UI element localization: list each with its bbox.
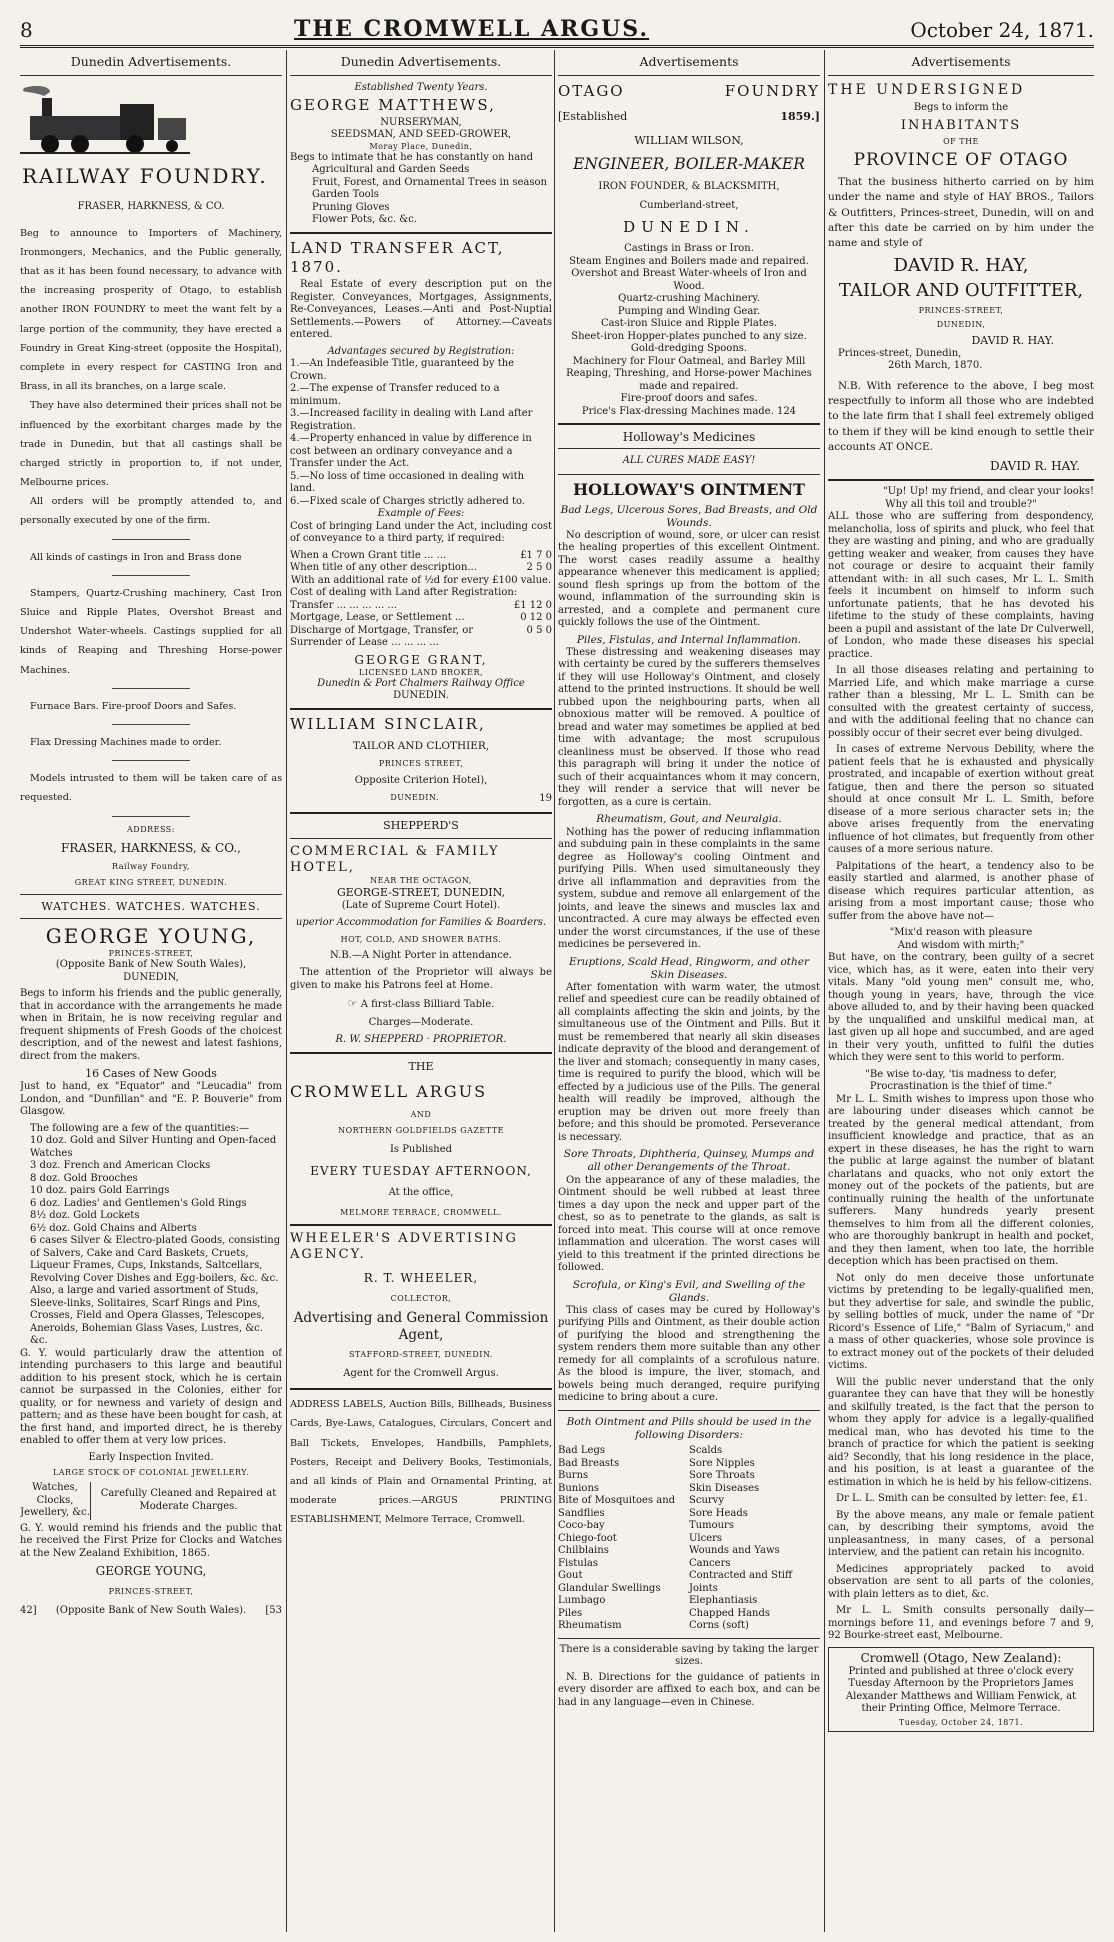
broker-office: Dunedin & Port Chalmers Railway Office <box>317 677 525 689</box>
railway-paragraph: They have also determined their prices shall not be influenced by the exorbitant charges made by the trade in Dunedin, but that all castings shall be charged strictly in proportion to, if not under, Melbourne prices. <box>20 400 282 489</box>
fee-amount: £1 12 0 <box>513 599 552 611</box>
shepperd-hotel: COMMERCIAL & FAMILY HOTEL, <box>290 843 500 875</box>
otago-foundry-title <box>558 82 820 101</box>
smith-quote: "Mix'd reason with pleasure <box>889 927 1033 939</box>
reg-intro: Cost of dealing with Land after Registration: <box>290 587 518 599</box>
following-line: The following are a few of the quantities:— <box>30 1122 250 1134</box>
railway-foundry-ad <box>20 82 282 888</box>
hay-paragraph: That the business hitherto carried on by him under the name and style of HAY BROS., Tailors & Outfitters, Princes-street, Dunedin, will on and after this date be carried on by him under the name and style of <box>828 176 1094 249</box>
jewellery-line: LARGE STOCK OF COLONIAL JEWELLERY. <box>52 1468 250 1477</box>
masthead <box>20 6 1094 48</box>
address-street: GREAT KING STREET, DUNEDIN. <box>74 877 228 887</box>
argus-at: At the office, <box>388 1187 454 1198</box>
smith-paragraph: In cases of extreme Nervous Debility, where the patient feels that he is exhausted and physically prostrated, and incapable of exertion without great fatigue, then and there the person so situated should at once consult Mr L. L. Smith, before disease of a more serious character sets in; the above arises frequently from the enervating influence of hot climates, but frequently from other causes of a more serious nature. <box>828 744 1094 856</box>
otago-established <box>558 110 820 124</box>
list-item: 3 doz. French and American Clocks <box>30 1160 211 1171</box>
sinclair-city: DUNEDIN. <box>390 793 439 803</box>
shepperd-near: NEAR THE OCTAGON, <box>370 876 472 885</box>
fee-note: With an additional rate of ½d for every £100 value. <box>290 574 552 586</box>
list-item: Scalds <box>689 1445 723 1456</box>
column-4 <box>828 50 1094 1932</box>
list-item: Pumping and Winding Gear. <box>617 305 761 317</box>
george-young-ad <box>20 900 282 1618</box>
list-item: Gold-dredging Spoons. <box>630 343 748 354</box>
railway-firm: FRASER, HARKNESS, & CO. <box>77 201 225 213</box>
wilson-city: DUNEDIN. <box>623 218 755 237</box>
railway-paragraph: Stampers, Quartz-Crushing machinery, Cast Iron Sluice and Ripple Plates, Overshot Breast and Undershot Water-wheels. Castings supplied for all kinds of Reaping and Threshing Horse-power Machines. <box>20 587 282 676</box>
list-item: Ulcers <box>689 1532 723 1544</box>
argus-address: MELMORE TERRACE, CROMWELL. <box>340 1207 502 1217</box>
hay-nb: N.B. With reference to the above, I beg most respectfully to inform all those who are indebted to the late firm that I shall feel extremely obliged to them if they will be kind enough to settle their accounts AT ONCE. <box>828 379 1094 453</box>
fee-label: Discharge of Mortgage, Transfer, or Surrender of Lease ... ... ... ... <box>290 624 474 649</box>
holloway-paragraph: On the appearance of any of these maladies, the Ointment should be well rubbed at least three times a day upon the neck and upper part of the chest, so as to penetrate to the glands, as salt is forced into meat. This course will at once remove inflammation and ulceration. The worst cases will yield to this treatment if the printed directions be followed. <box>558 1174 820 1273</box>
repair-note: Carefully Cleaned and Repaired at Moderate Charges. <box>100 1488 277 1512</box>
list-item: Wounds and Yaws <box>689 1545 780 1556</box>
wilson-street: Cumberland-street, <box>639 199 739 211</box>
land-paragraph: Real Estate of every description put on the Register. Conveyances, Mortgages, Assignments, Re-Conveyances, Leases.—Anti and Post-Nuptial Settlements.—Powers of Attorney.—Caveats entered. <box>290 279 552 341</box>
matthews-intro: Begs to intimate that he has constantly on hand <box>290 151 534 163</box>
list-item: 6½ doz. Gold Chains and Alberts <box>30 1222 197 1234</box>
wheeler-for: Agent for the Cromwell Argus. <box>343 1367 499 1379</box>
foundry-word: FOUNDRY <box>724 81 820 100</box>
hay-signature: DAVID R. HAY. <box>989 459 1080 474</box>
locomotive-icon <box>20 86 190 156</box>
wheeler-agent: Advertising and General Commission Agent, <box>293 1310 549 1343</box>
labels-text: ADDRESS LABELS, Auction Bills, Billheads, Business Cards, Bye-Laws, Catalogues, Circulars, Concert and Ball Tickets, Envelopes, Handbills, Pamphlets, Posters, Receipt and Delivery Books, Testimonials, and all kinds of Plain and Ornamental Printing, at moderate prices.—ARGUS PRINTING ESTABLISHMENT, Melmore Terrace, Cromwell. <box>290 1399 552 1526</box>
cases-line: 16 Cases of New Goods <box>85 1067 217 1081</box>
holloway-paragraph: After fomentation with warm water, the utmost relief and speediest cure can be readily obtained of all complaints affecting the skin and joints, by the simultaneous use of the Ointment and Pills. But it must be remembered that nearly all skin diseases indicate depravity of the blood and derangement of the liver and stomach; consequently in many cases, time is required to purify the blood, which will be effected by a judicious use of the Pills. The general health will readily be improved, although the eruption may be driven out more freely than before; and this should be promoted. Perseverance is necessary. <box>558 981 820 1143</box>
fee-row <box>290 550 552 563</box>
list-item: Coco-bay <box>558 1520 605 1531</box>
fee-row <box>290 562 552 575</box>
list-item: Bad Legs <box>558 1445 605 1456</box>
list-item: Cast-iron Sluice and Ripple Plates. <box>600 318 778 329</box>
george-young-footer <box>20 1605 282 1618</box>
holloway-paragraph: Nothing has the power of reducing inflammation and subduing pain in these complaints in the same degree as Holloway's cooling Ointment and purifying Pills. When used simultaneously they drive all inflammation and depravities from the system, subdue and remove all enlargement of the joints, and leave the sinews and muscles lax and uncontracted. A cure may always be effected even under the worst circumstances, if the use of these medicines be persevered in. <box>558 826 820 950</box>
list-item: 3.—Increased facility in dealing with Land after Registration. <box>290 408 533 432</box>
wilson-name: WILLIAM WILSON, <box>634 134 744 148</box>
disorders-right <box>689 1445 820 1633</box>
list-item: 2.—The expense of Transfer reduced to a minimum. <box>290 383 500 407</box>
smith-quote: "Up! Up! my friend, and clear your looks! <box>883 486 1094 498</box>
fee-label: When title of any other description... <box>290 562 477 574</box>
wilson-sub: IRON FOUNDER, & BLACKSMITH, <box>598 181 780 193</box>
matthews-trade: SEEDSMAN, AND SEED-GROWER, <box>330 129 512 141</box>
holloway-nb: N. B. Directions for the guidance of patients in every disorder are affixed to each box, and can be had in any language—even in Chinese. <box>558 1671 820 1708</box>
matthews-established: Established Twenty Years. <box>354 81 488 93</box>
holloway-heading: Sore Throats, Diphtheria, Quinsey, Mumps and all other Derangements of the Throat. <box>563 1148 815 1174</box>
wheeler-role: COLLECTOR, <box>390 1294 452 1303</box>
matthews-list <box>290 164 552 227</box>
argus-the: THE <box>408 1059 434 1073</box>
sinclair-ad <box>290 715 552 806</box>
argus-ad <box>290 1060 552 1218</box>
holloway-paragraph: These distressing and weakening diseases may with certainty be cured by the sufferers themselves if they will use Holloway's Ointment, and closely attend to the printed instructions. It should be well rubbed upon the neighbouring parts, when all obnoxious matter will be removed. A poultice of bread and water may sometimes be applied at bed time with advantage; the most scrupulous cleanliness must be observed. If those who read this paragraph will bring it under the notice of such of their acquaintances whom it may concern, they will render a service that will never be forgotten, as a cure is certain. <box>558 646 820 808</box>
column-heading: Advertisements <box>828 50 1094 76</box>
holloway-ad <box>558 430 820 1709</box>
smith-quote: And wisdom with mirth;" <box>897 939 1025 951</box>
broker-city: DUNEDIN. <box>393 690 449 702</box>
paper-title: THE CROMWELL ARGUS. <box>294 16 650 42</box>
railway-paragraph: All kinds of castings in Iron and Brass done <box>30 551 242 563</box>
list-item: Steam Engines and Boilers made and repaired. <box>569 255 809 267</box>
hay-inhabitants: INHABITANTS <box>900 117 1022 133</box>
list-item: 5.—No loss of time occasioned in dealing with land. <box>290 470 525 495</box>
land-fees: Example of Fees: <box>377 508 465 520</box>
george-young-street: PRINCES-STREET, <box>108 949 194 959</box>
sinclair-trade: TAILOR AND CLOTHIER, <box>352 739 490 752</box>
railway-paragraph: Beg to announce to Importers of Machinery, Ironmongers, Mechanics, and the Public generally, that as it has been found necessary, to advance with the increasing prosperity of Otago, to establish another IRON FOUNDRY to meet the want felt by a large portion of the community, they have erected a Foundry in Great King-street (opposite the Hospital), complete in every respect for CASTING Iron and Brass, in all its branches, on a large scale. <box>20 227 282 393</box>
hay-name: DAVID R. HAY, <box>893 255 1029 277</box>
page-number: 8 <box>20 18 33 42</box>
fee-amount: 2 5 0 <box>526 562 552 574</box>
land-fees-intro: Cost of bringing Land under the Act, including cost of conveyance to a third party, if required: <box>290 520 552 545</box>
hay-of-the: OF THE <box>943 136 979 146</box>
list-item: Sore Heads <box>689 1507 748 1519</box>
broker-title: LICENSED LAND BROKER, <box>358 667 484 677</box>
argus-published: Is Published <box>389 1143 453 1155</box>
list-item: 8 doz. Gold Brooches <box>30 1172 138 1184</box>
railway-paragraph: Flax Dressing Machines made to order. <box>30 736 222 748</box>
list-item: Overshot and Breast Water-wheels of Iron and Wood. <box>571 268 807 292</box>
fee-row <box>290 600 552 613</box>
list-item: Price's Flax-dressing Machines made. 124 <box>581 405 797 417</box>
list-item: Elephantiasis <box>689 1595 758 1606</box>
list-item: 10 doz. pairs Gold Earrings <box>30 1185 170 1196</box>
smith-ad <box>828 486 1094 1643</box>
footer-address: (Opposite Bank of New South Wales). <box>55 1605 247 1616</box>
holloway-heading: Bad Legs, Ulcerous Sores, Bad Breasts, and Old Wounds. <box>560 503 818 529</box>
list-item: Fruit, Forest, and Ornamental Trees in season <box>312 176 547 188</box>
imprint-title: Cromwell (Otago, New Zealand): <box>860 1650 1062 1665</box>
matthews-address: Moray Place, Dunedin, <box>369 141 473 151</box>
sinclair-name: WILLIAM SINCLAIR, <box>290 714 486 733</box>
sinclair-street: PRINCES STREET, <box>378 758 464 768</box>
list-item: 6 cases Silver & Electro-plated Goods, consisting of Salvers, Cake and Card Baskets, Cruets, Liqueur Frames, Cups, Inkstands, Saltcellars, Revolving Cover Dishes and Egg-boilers, &c. &c. <box>30 1235 281 1284</box>
column-3 <box>558 50 820 1932</box>
hay-date: 26th March, 1870. <box>888 360 983 372</box>
holloway-heading: Rheumatism, Gout, and Neuralgia. <box>596 813 782 826</box>
matthews-trade: NURSERYMAN, <box>380 116 462 128</box>
list-item: 10 doz. Gold and Silver Hunting and Open-faced Watches <box>30 1135 277 1159</box>
list-item: 6 doz. Ladies' and Gentlemen's Gold Rings <box>30 1197 247 1209</box>
george-young-paragraph: G. Y. would remind his friends and the public that he received the First Prize for Clocks and Watches at the New Zealand Exhibition, 1865. <box>20 1522 282 1559</box>
holloway-heading: Piles, Fistulas, and Internal Inflammation. <box>576 633 802 646</box>
list-item: Chiego-foot <box>558 1532 617 1544</box>
wilson-list <box>558 243 820 418</box>
list-item: Burns <box>558 1470 589 1481</box>
column-rule <box>554 50 555 1932</box>
list-item: Chapped Hands <box>689 1607 771 1619</box>
list-item: Bunions <box>558 1482 600 1494</box>
shepperd-ad <box>290 819 552 1047</box>
list-item: Gout <box>558 1570 583 1581</box>
shepperd-signature: R. W. SHEPPERD · PROPRIETOR. <box>335 1034 507 1046</box>
george-young-opposite: (Opposite Bank of New South Wales), <box>55 959 247 971</box>
railway-paragraph: Models intrusted to them will be taken care of as requested. <box>20 773 282 804</box>
list-item: 6.—Fixed scale of Charges strictly adhered to. <box>290 495 525 507</box>
shepperd-title: SHEPPERD'S <box>383 818 459 832</box>
george-young-signature: GEORGE YOUNG, <box>95 1564 207 1578</box>
matthews-ad <box>290 82 552 227</box>
labels-ad <box>290 1395 552 1529</box>
wheeler-street: STAFFORD-STREET, DUNEDIN. <box>349 1349 493 1359</box>
sinclair-number: 19 <box>539 793 552 805</box>
list-item: Cancers <box>689 1557 731 1569</box>
list-item: Fire-proof doors and safes. <box>620 393 758 404</box>
smith-paragraph: Mr L. L. Smith wishes to impress upon those who are labouring under diseases which cannot be treated by the general medical attendant, from insufficient knowledge and practice, that as an expert in these diseases, he has the right to warn the public at large against the number of blatant charlatans and quacks, who not only extort the money out of the pockets of the patients, but are continually ruining the health of the unfortunate sufferers. Many hundreds yearly present themselves to him from all the different colonies, who are thoroughly bankrupt in health and pocket, and they then lament, when too late, the horrible deception which has been practised on them. <box>828 1093 1094 1268</box>
fee-amount: £1 7 0 <box>520 549 552 561</box>
fee-amount: 0 12 0 <box>520 612 552 624</box>
holloway-paragraph: This class of cases may be cured by Holloway's purifying Pills and Ointment, as their double action of purifying the blood and strengthening the system renders them more suitable than any other remedy for all complaints of a scrofulous nature. As the blood is impure, the liver, stomach, and bowels being much deranged, require purifying medicine to bring about a cure. <box>558 1304 820 1404</box>
smith-quote: Why all this toil and trouble?" <box>885 498 1037 510</box>
smith-paragraph: Will the public never understand that the only guarantee they can have that they will be honestly and skilfully treated, is the fact that the person to whom they apply for advice is a legally-qualified medical man, who has devoted his time to the branch of practice for which the patient is seeking aid? Secondly, that his long residence in the place, and his position, is at least a guarantee of the estimation in which he is held by his fellow-citizens. <box>828 1376 1094 1488</box>
smith-paragraph: Dr L. L. Smith can be consulted by letter: fee, £1. <box>836 1493 1088 1505</box>
column-heading: Dunedin Advertisements. <box>290 50 552 76</box>
watches-banner: WATCHES. WATCHES. WATCHES. <box>41 899 261 913</box>
railway-paragraph: All orders will be promptly attended to, and personally executed by one of the firm. <box>20 496 282 527</box>
column-heading: Advertisements <box>558 50 820 76</box>
wheeler-name: R. T. WHEELER, <box>363 1271 479 1285</box>
issue-date: October 24, 1871. <box>910 18 1094 42</box>
list-item: Bad Breasts <box>558 1457 620 1469</box>
wheeler-title: WHEELER'S ADVERTISING AGENCY. <box>290 1230 518 1262</box>
argus-and: AND <box>410 1109 432 1119</box>
shepperd-street: GEORGE-STREET, DUNEDIN, <box>336 886 506 899</box>
wilson-trade: ENGINEER, BOILER-MAKER <box>573 154 805 173</box>
early-inspection: Early Inspection Invited. <box>88 1451 214 1463</box>
repair-line <box>20 1482 282 1520</box>
smith-paragraph: ALL those who are suffering from despondency, melancholia, loss of spirits and pluck, who feel that they are wasting and pining, and who are gradually getting weaker and weaker, from causes they have not courage or desire to acquaint their family attendant with: in all such cases, Mr L. L. Smith feels it incumbent on himself to inform such unfortunate patients, that he has devoted his lifetime to the study of these complaints, having been a pupil and assistant of the late Dr Culverwell, of London, who made these diseases his special practice. <box>828 511 1094 660</box>
fee-label: Transfer ... ... ... ... ... <box>290 599 397 611</box>
list-item: Garden Tools <box>312 189 379 201</box>
land-transfer-ad <box>290 239 552 703</box>
pointing-hand-icon: ☞ <box>347 997 358 1011</box>
fee-label: When a Crown Grant title ... ... <box>290 549 447 561</box>
smith-paragraph: But have, on the contrary, been guilty of a secret vice, which has, as it were, eaten into their very vitals. Many "old young men" consult me, who, though young in years, have, through the vice above alluded to, and by their having been quacked by the unqualified and unskilful medical man, at last given up all hope and succumbed, and are aged in their very youth, unfitted to fulfil the duties which they were sent to this world to perform. <box>828 952 1094 1064</box>
list-item: Quartz-crushing Machinery. <box>618 293 760 304</box>
george-young-paragraph: Begs to inform his friends and the public generally, that in accordance with the arrangements he made when in Britain, he is now receiving regular and frequent shipments of Fresh Goods of the choicest description, and of the newest and latest fashions, direct from the makers. <box>20 988 282 1062</box>
argus-name: CROMWELL ARGUS <box>290 1081 488 1101</box>
holloway-box: Holloway's Medicines <box>558 430 820 449</box>
otago-foundry-ad <box>558 82 820 418</box>
hay-trade: TAILOR AND OUTFITTER, <box>838 279 1084 301</box>
holloway-heading: Eruptions, Scald Head, Ringworm, and other Skin Diseases. <box>569 955 809 981</box>
shepperd-charges: Charges—Moderate. <box>368 1016 474 1028</box>
list-item: Sore Nipples <box>689 1457 755 1469</box>
footer-number: 42] <box>20 1605 37 1616</box>
george-young-sign-street: PRINCES-STREET, <box>108 1587 194 1596</box>
hay-date-place: Princes-street, Dunedin, <box>838 347 962 359</box>
list-item: Chilblains <box>558 1545 609 1556</box>
list-item: Tumours <box>689 1520 734 1531</box>
address-label: ADDRESS: <box>127 824 175 834</box>
list-item: 1.—An Indefeasible Title, guaranteed by the Crown. <box>290 358 515 382</box>
list-item: 8½ doz. Gold Lockets <box>30 1210 140 1221</box>
shepperd-baths: HOT, COLD, AND SHOWER BATHS. <box>340 934 502 944</box>
list-item: Rheumatism <box>558 1620 622 1631</box>
list-item: Corns (soft) <box>689 1620 749 1631</box>
column-1 <box>20 50 282 1932</box>
imprint-box <box>828 1647 1094 1732</box>
smith-paragraph: Medicines appropriately packed to avoid observation are sent to all parts of the colonies, with plain letters as to diet, &c. <box>828 1563 1094 1600</box>
railway-title: RAILWAY FOUNDRY. <box>22 164 268 189</box>
hay-undersigned: THE UNDERSIGNED <box>828 81 1026 98</box>
list-item: Machinery for Flour Oatmeal, and Barley Mill Reaping, Threshing, and Horse-power Machines made and repaired. <box>566 355 812 392</box>
fee-amount: 0 5 0 <box>526 624 552 636</box>
land-advantages: Advantages secured by Registration: <box>327 345 515 357</box>
smith-paragraph: Palpitations of the heart, a tendency also to be easily startled and alarmed, is another phase of disease which requires particular attention, as arising from a most important cause; those who suffer from the above have not— <box>828 860 1094 922</box>
matthews-name: GEORGE MATTHEWS, <box>290 96 496 115</box>
imprint-date: Tuesday, October 24, 1871. <box>898 1717 1024 1727</box>
smith-quote: Procrastination is the thief of time." <box>869 1081 1053 1093</box>
holloway-title: HOLLOWAY'S OINTMENT <box>573 479 805 499</box>
list-item: 4.—Property enhanced in value by difference in cost between an ordinary conveyance and a Transfer under the Act. <box>290 433 532 470</box>
land-title: LAND TRANSFER ACT, 1870. <box>290 238 505 276</box>
land-list <box>290 358 552 508</box>
george-young-city: DUNEDIN, <box>123 971 179 983</box>
column-2 <box>290 50 552 1932</box>
argus-when: EVERY TUESDAY AFTERNOON, <box>310 1164 532 1178</box>
repair-items: Watches, Clocks, Jewellery, &c. <box>20 1482 90 1518</box>
list-item: Scurvy <box>689 1495 724 1506</box>
broker-name: GEORGE GRANT, <box>354 652 488 667</box>
footer-number: [53 <box>265 1605 282 1616</box>
argus-gazette: NORTHERN GOLDFIELDS GAZETTE <box>338 1125 504 1135</box>
list-item: Sheet-iron Hopper-plates punched to any size. <box>571 330 807 342</box>
fee-label: Mortgage, Lease, or Settlement ... <box>290 612 465 624</box>
holloway-both: Both Ointment and Pills should be used in the following Disorders: <box>566 1415 812 1441</box>
railway-paragraph: Furnace Bars. Fire-proof Doors and Safes. <box>30 700 237 712</box>
otago-word: OTAGO <box>558 81 625 100</box>
list-item: Castings in Brass or Iron. <box>624 243 754 254</box>
list-item: Flower Pots, &c. &c. <box>312 214 417 226</box>
list-item: Sore Throats <box>689 1470 755 1481</box>
list-item: Also, a large and varied assortment of Studs, Sleeve-links, Solitaires, Scarf Rings and Pins, Crosses, Field and Opera Glasses, Telescopes, Aneroids, Bohemian Glass Vases, Lustres, &c. &c. <box>30 1285 265 1346</box>
list-item: Lumbago <box>558 1595 606 1606</box>
shepperd-superior: uperior Accommodation for Families & Boarders. <box>295 917 547 929</box>
shepperd-attention: The attention of the Proprietor will always be given to make his Patrons feel at Home. <box>290 967 552 991</box>
holloway-paragraph: No description of wound, sore, or ulcer can resist the healing properties of this excellent Ointment. The worst cases readily assume a healthy appearance whenever this medicament is applied; sound flesh springs up from the bottom of the wound, inflammation of the surrounding skin is arrested, and a complete and permanent cure quickly follows the use of the Ointment. <box>558 529 820 629</box>
disorders-table <box>558 1445 820 1633</box>
watches-list <box>20 1135 282 1348</box>
established-year: 1859.] <box>780 110 820 124</box>
shepperd-late: (Late of Supreme Court Hotel). <box>341 899 501 911</box>
list-item: Skin Diseases <box>689 1482 760 1494</box>
hay-ad <box>828 82 1094 474</box>
disorders-left <box>558 1445 689 1633</box>
holloway-heading: Scrofula, or King's Evil, and Swelling of the Glands. <box>572 1278 806 1304</box>
smith-paragraph: Not only do men deceive those unfortunate victims by pretending to be legally-qualified men, but they advertise for sale, and swindle the public, by selling bottles of muck, under the name of "Dr Ricord's Essence of Life," "Balm of Syriacum," and a mass of other quackeries, whose sole province is to extract money out of the pockets of their deluded victims. <box>828 1272 1094 1372</box>
list-item: Piles <box>558 1607 583 1619</box>
hay-begs: Begs to inform the <box>913 102 1009 114</box>
george-young-name: GEORGE YOUNG, <box>45 924 257 949</box>
shepperd-night: N.B.—A Night Porter in attendance. <box>330 949 512 961</box>
holloway-saving: There is a considerable saving by taking the larger sizes. <box>559 1643 819 1667</box>
column-rule <box>286 50 287 1932</box>
hay-signature: DAVID R. HAY. <box>971 334 1054 348</box>
list-item: Bite of Mosquitoes and Sandflies <box>558 1495 676 1519</box>
established-word: [Established <box>558 110 628 124</box>
fee-row <box>290 612 552 625</box>
just-to-hand: Just to hand, ex "Equator" and "Leucadia" from London, and "Dunfillan" and "E. P. Bouverie" from Glasgow. <box>20 1081 282 1117</box>
address-firm: FRASER, HARKNESS, & CO., <box>61 840 241 855</box>
sinclair-footer <box>290 793 552 806</box>
smith-quote: "Be wise to-day, 'tis madness to defer, <box>865 1068 1057 1080</box>
sinclair-opposite: Opposite Criterion Hotel), <box>354 774 488 786</box>
list-item: Agricultural and Garden Seeds <box>312 164 470 176</box>
wheeler-ad <box>290 1231 552 1381</box>
shepperd-billiard: A first-class Billiard Table. <box>360 999 495 1011</box>
smith-paragraph: Mr L. L. Smith consults personally daily—mornings before 11, and evenings before 7 and 9, 92 Bourke-street east, Melbourne. <box>828 1605 1094 1642</box>
list-item: Glandular Swellings <box>558 1582 661 1594</box>
hay-street: PRINCES-STREET, <box>918 306 1004 316</box>
column-rule <box>824 50 825 1932</box>
hay-city: DUNEDIN, <box>936 320 986 330</box>
holloway-cures: ALL CURES MADE EASY! <box>622 455 756 466</box>
imprint-body: Printed and published at three o'clock every Tuesday Afternoon by the Proprietors James Alexander Matthews and William Fenwick, at their Printing Office, Melmore Terrace. <box>845 1665 1077 1715</box>
smith-paragraph: By the above means, any male or female patient can, by describing their symptoms, avoid the unpleasantness, in many cases, of a personal interview, and the patient can retain his incognito. <box>828 1509 1094 1559</box>
address-foundry: Railway Foundry, <box>112 861 190 871</box>
list-item: Pruning Gloves <box>312 201 390 213</box>
hay-province: PROVINCE OF OTAGO <box>853 149 1069 170</box>
fee-row <box>290 625 552 650</box>
george-young-paragraph: G. Y. would particularly draw the attention of intending purchasers to this large and beautiful addition to his present stock, which he is certain cannot be surpassed in the Colonies, either for quality, or for newness and variety of design and pattern; and as these have been bought for cash, at the first hand, and imported direct, he is thereby enabled to offer them at very low prices. <box>20 1347 282 1446</box>
smith-paragraph: In all those diseases relating and pertaining to Married Life, and which make marriage a curse rather than a blessing, Mr L. L. Smith can be consulted with the greatest certainty of success, and with the additional feeling that no chance can possibly occur of their secret ever being divulged. <box>828 665 1094 739</box>
column-heading: Dunedin Advertisements. <box>20 50 282 76</box>
list-item: Contracted and Stiff Joints <box>689 1570 793 1594</box>
list-item: Fistulas <box>558 1557 599 1569</box>
